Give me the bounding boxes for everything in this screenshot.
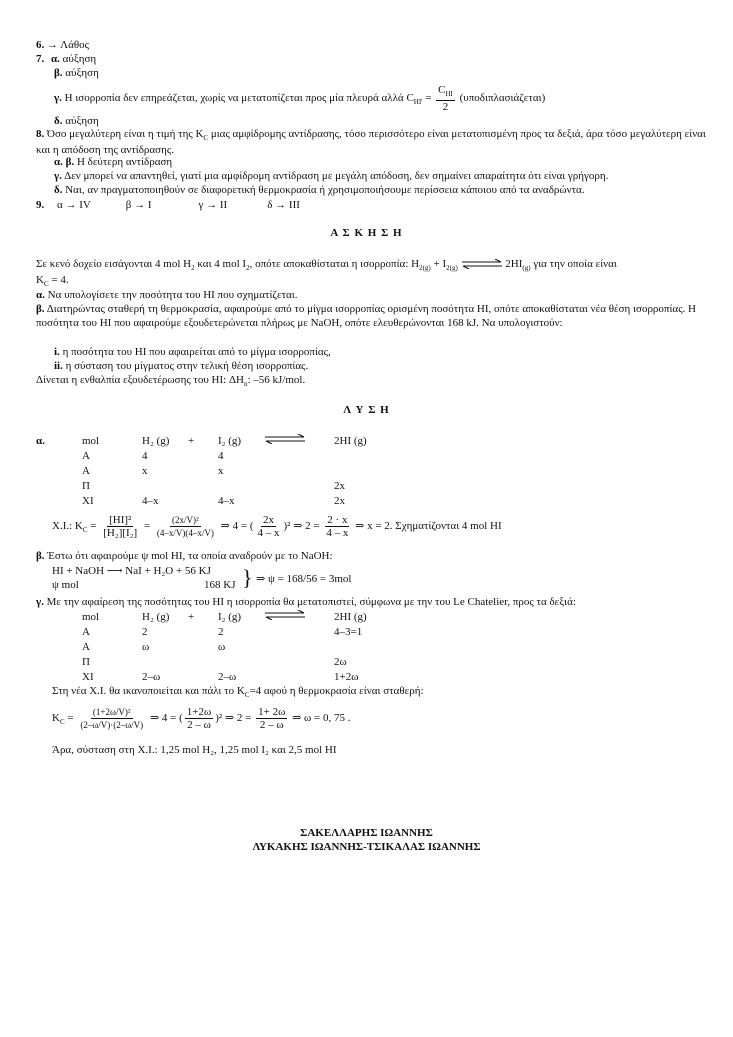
answer-6 [36,38,89,52]
answer-8d: δ. Ναι, αν πραγματοποιηθούν σε διαφορετική θερμοκρασία ή χρησιμοποιήσουμε περίσσεια κάποιου από τα αναδρώντα. [54,184,585,196]
item-number: 6. [36,39,45,51]
author-line-1: ΣΑΚΕΛΛΑΡΗΣ ΙΩΑΝΝΗΣ [300,827,433,839]
answer-7a [36,52,96,66]
table-cell [188,670,218,685]
table-row [82,479,394,494]
brace-icon: } [242,565,253,590]
answer-text: αύξηση [65,67,99,79]
table-cell [188,625,218,640]
table-cell: Π [82,480,90,492]
table-cell: A [82,641,90,653]
table-cell [334,640,394,655]
table-cell: 1+2ω [334,671,359,683]
table-cell: A [82,626,90,638]
answer-8: 8. Όσο μεγαλύτερη είναι η τιμή της $K_C$ μιας αμφίδρομης αντίδρασης, τόσο περισσότερο είναι μετατοπισμένη προς τα δεξιά, άρα τόσο μεγαλύτερη είναι και η απόδοση της αντίδρασης. [36,128,706,157]
solution-b-text: β. Έστω ότι αφαιρούμε ψ mol HI, τα οποία αναδρούν με το NaOH: [36,550,333,562]
exercise-heading: Α Σ Κ Η Σ Η [330,227,403,239]
table-cell [264,625,334,640]
solution-heading: Λ Υ Σ Η [343,404,390,416]
answer-text: → Λάθος [47,39,90,51]
ice-table-1 [82,434,394,509]
item-number: 7. [36,53,45,65]
table-cell: ω [218,641,226,653]
table-cell [188,449,218,464]
table-row [82,464,394,479]
table-cell [264,494,334,509]
table-cell: 4 [142,450,148,462]
table-cell [264,655,334,670]
table-cell [188,640,218,655]
table-row [82,625,394,640]
exercise-kc: $K_C = 4$. [36,274,69,289]
table-cell [218,655,264,670]
table-cell: 2 [142,626,148,638]
table-cell [188,479,218,494]
solution-g-text2: Στη νέα Χ.Ι. θα ικανοποιείται και πάλι το $K_C=4$ αφού η θερμοκρασία είναι σταθερή: [52,685,424,700]
table-cell: x [142,465,148,477]
solution-a-label: α. [36,435,45,447]
table-cell: mol [82,435,100,447]
table-cell [264,449,334,464]
table-row [82,640,394,655]
neutralization-result: ⇒ ψ = 168/56 = 3mol [256,573,352,585]
equilibrium-arrow-icon [461,259,503,269]
table-cell: XI [82,495,94,507]
new-equilibrium-eq: $K_C$ = $\frac{\text{(1+2ω/V)²}}{(2-\omega/V)\cdot(2-\omega/V)}$ ⇒ 4 = ( $\frac{1+2\omega}{2 - \omega}$ )² ⇒ 2 = $\frac{1+ 2\omega}{2 - \omega}$ ⇒ ω = 0, 75 . [52,706,351,731]
answer-text: Όσο μεγαλύτερη είναι η τιμή της K [47,128,204,140]
table-cell: ω [142,641,150,653]
table-cell: 2–ω [218,671,237,683]
table-cell [264,640,334,655]
answer-text: αύξηση [65,115,99,127]
sub-label: α. [51,53,60,65]
xi-equation: X.I.: $K_C$ = $\frac{\text{[HI]²}}{\text{[H₂][I₂]}}$ = $\frac{\text{(2x/V)²}}{(4-x/V)(4-x/V)}$ ⇒ 4 = ( $\frac{2x}{4 - x}$ )² ⇒ 2 = $\frac{2 \cdot x}{4 - x}$ ⇒ x = 2. Σχηματίζονται 4 mol HI [52,514,502,539]
solution-g-text: γ. Με την αφαίρεση της ποσότητας του HI η ισορροπία θα μετατοπιστεί, σύμφωνα με την του Le Chatelier, προς τα δεξιά: [36,596,576,608]
question-b-ii: ii. η σύσταση του μίγματος στην τελική θέση ισορροπίας. [54,360,309,372]
table-cell [334,464,394,479]
table-header-row [82,434,394,449]
table-cell [264,434,334,449]
question-a: α. Να υπολογίσετε την ποσότητα του HI που σχηματίζεται. [36,289,298,301]
question-b: β. Διατηρώντας σταθερή τη θερμοκρασία, αφαιρούμε από το μίγμα ισορροπίας ορισμένη ποσότητα HI, οπότε αποκαθίσταται νέα θέση ισορροπίας. Η ποσότητα του HI που αφαιρούμε εξουδετερώνεται πλήρως με NaOH, οπότε ελευθερώνονται 168 kJ. Να υπολογιστούν: [36,303,696,330]
answer-8ab: α. β. Η δεύτερη αντίδραση [54,156,173,168]
sub-label: δ. [54,115,63,127]
table-cell: 2–ω [142,671,161,683]
question-b-i: i. η ποσότητα του HI που αφαιρείται από το μίγμα ισορροπίας, [54,346,331,358]
table-row [82,670,394,685]
table-row [82,449,394,464]
table-cell [188,494,218,509]
table-cell: + [188,435,195,447]
answer-8g: γ. Δεν μπορεί να απαντηθεί, γιατί μια αμφίδρομη αντίδραση με μεγάλη απόδοση, δεν σημαίνει απαραίτητα ότι είναι γρήγορη. [54,170,609,182]
table-cell: 4–3=1 [334,626,363,638]
neutralization-eq: HI + NaOH ⟶ NaI + H₂O + 56 KJ ψ mol 168 KJ [52,565,236,592]
table-cell: 2x [334,495,345,507]
table-cell: 2x [334,480,345,492]
table-cell: I₂ (g) [218,611,242,623]
table-cell [264,610,334,625]
fraction: $\frac{C_{HI}}{2}$ [438,84,453,114]
table-cell: x [218,465,224,477]
table-cell: H₂ (g) [142,435,170,447]
table-row [82,494,394,509]
table-cell: 4–x [142,495,159,507]
table-cell [142,655,188,670]
table-cell: XI [82,671,94,683]
answer-tail: (υποδιπλασιάζεται) [459,92,546,105]
table-cell: 4–x [218,495,235,507]
table-cell: 2ω [334,656,347,668]
table-cell: I₂ (g) [218,435,242,447]
formula-left: $C_{HI'}$ [406,92,423,107]
author-line-2: ΛΥΚΑΚΗΣ ΙΩΑΝΝΗΣ-ΤΣΙΚΑΛΑΣ ΙΩΑΝΝΗΣ [252,841,481,853]
table-header-row [82,610,394,625]
table-cell [264,464,334,479]
table-cell [218,479,264,494]
table-cell [188,464,218,479]
final-composition: Άρα, σύσταση στη Χ.Ι.: 1,25 mol H₂, 1,25 mol I₂ και 2,5 mol HI [52,744,337,756]
table-cell [188,655,218,670]
table-cell: A [82,450,90,462]
table-cell: mol [82,611,100,623]
table-cell: + [188,611,195,623]
sub-label: β. [54,67,63,79]
table-cell [264,670,334,685]
table-cell: H₂ (g) [142,611,170,623]
table-cell [334,449,394,464]
table-cell: 2 [218,626,224,638]
table-cell: 2HI (g) [334,611,367,623]
answer-7g: γ. Η ισορροπία δεν επηρεάζεται, χωρίς να μετατοπίζεται προς μία πλευρά αλλά $C_{HI'}$ = $\frac{C_{HI}}{2}$ (υποδιπλασιάζεται) [54,84,546,114]
table-cell: 2HI (g) [334,435,367,447]
answer-text-2: μιας αμφίδρομης αντίδρασης, τόσο περισσότερο είναι μετατοπισμένη προς τα δεξιά, άρα τόσο μεγαλύτερη είναι και η απόδοση της αντίδρασης. [36,128,706,157]
item-number: 8. [36,128,45,140]
sub-label: γ. [54,92,62,105]
given-data: Δίνεται η ενθαλπία εξουδετέρωσης του HI: $\Delta H_n$: –56 kJ/mol. [36,374,306,389]
answer-text: Η ισορροπία δεν επηρεάζεται, χωρίς να μετατοπίζεται προς μία πλευρά αλλά [64,92,404,105]
equilibrium-arrow-icon [264,434,306,444]
table-cell: A [82,465,90,477]
table-cell: 4 [218,450,224,462]
table-cell: Π [82,656,90,668]
table-cell [264,479,334,494]
answer-7b [54,66,99,80]
ice-table-2 [82,610,394,685]
exercise-intro: Σε κενό δοχείο εισάγονται 4 mol $H_2$ και 4 mol $I_2$, οπότε αποκαθίσταται η ισορροπία: $H_{2(g)} + I_{2(g)}$ $2HI_{(g)}$ για την οποία είναι [36,258,617,273]
table-row [82,655,394,670]
equilibrium-arrow-icon [264,610,306,620]
answer-text: αύξηση [62,53,97,65]
answer-9: 9. α → IV β → I γ → II δ → III [36,199,300,211]
table-cell [142,479,188,494]
